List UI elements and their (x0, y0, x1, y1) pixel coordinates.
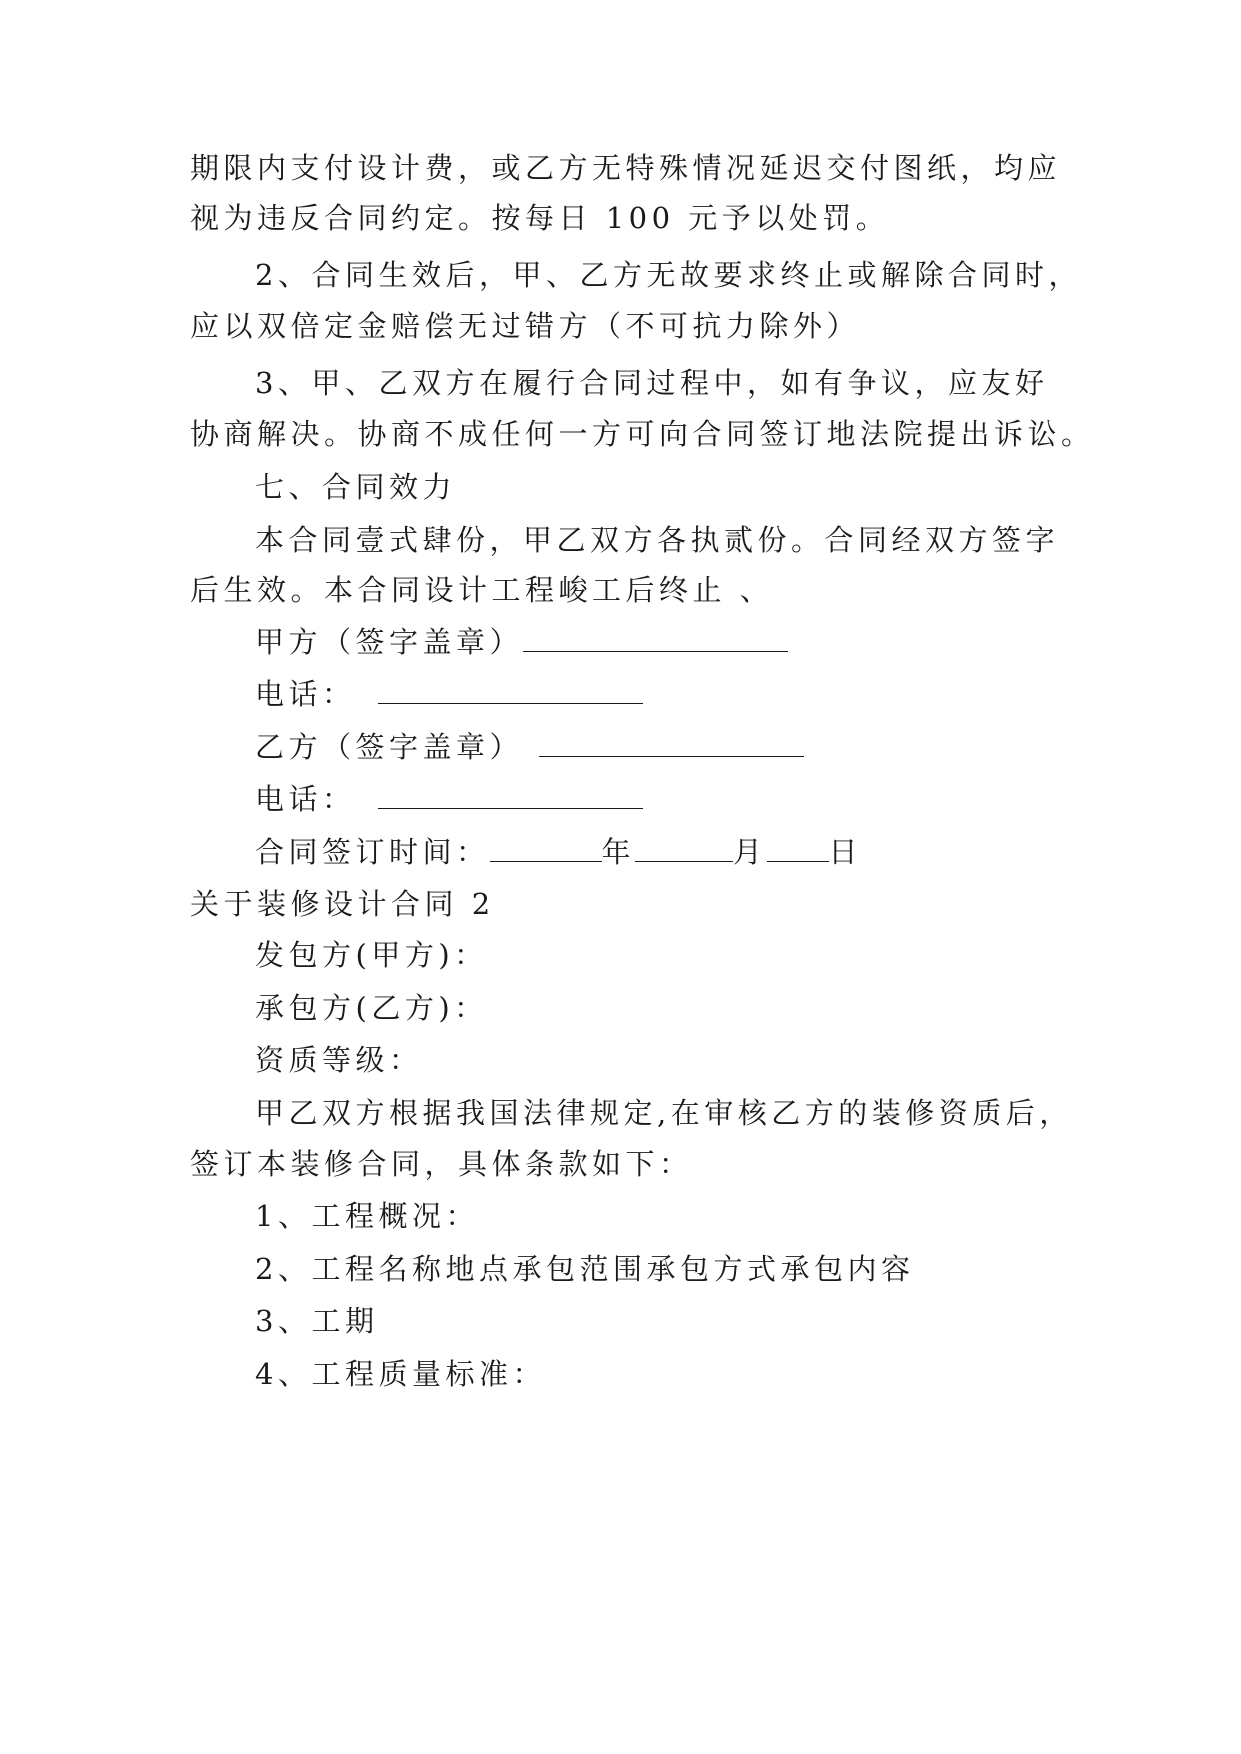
contractor-line: 承包方(乙方)： (255, 991, 488, 1025)
year-label: 年 (601, 835, 636, 869)
clause-2-line-2: 应以双倍定金赔偿无过错方（不可抗力除外） (190, 309, 861, 343)
item-3-line: 3、工期 (255, 1304, 379, 1338)
item-2-line: 2、工程名称地点承包范围承包方式承包内容 (255, 1252, 915, 1286)
qualification-line: 资质等级： (255, 1043, 423, 1077)
effect-line-2: 后生效。本合同设计工程峻工后终止 、 (190, 573, 774, 607)
intro-line-1: 甲乙双方根据我国法律规定,在审核乙方的装修资质后， (255, 1096, 1073, 1130)
month-label: 月 (733, 835, 767, 869)
clause-3-line-2: 协商解决。协商不成任何一方可向合同签订地法院提出诉讼。 (190, 417, 1095, 451)
phone-label: 电话： (255, 782, 356, 816)
signing-date-row (255, 832, 1060, 872)
employer-line: 发包方(甲方)： (255, 938, 488, 972)
paragraph-line-2: 视为违反合同约定。按每日 100 元予以处罚。 (190, 201, 890, 235)
party-a-signature-blank (523, 629, 788, 652)
party-a-phone-blank (378, 681, 643, 704)
party-b-label: 乙方（签字盖章） (255, 730, 524, 764)
effect-line-1: 本合同壹式肆份，甲乙双方各执贰份。合同经双方签字 (255, 523, 1060, 557)
month-blank (635, 839, 733, 862)
party-a-label: 甲方（签字盖章） (255, 625, 524, 659)
party-b-signature-row (255, 727, 1060, 767)
party-a-phone-row (255, 674, 1060, 714)
clause-2-line-1: 2、合同生效后，甲、乙方无故要求终止或解除合同时， (255, 258, 1082, 292)
year-blank (490, 839, 602, 862)
clause-3-line-1: 3、甲、乙双方在履行合同过程中，如有争议，应友好 (255, 366, 1049, 400)
section-2-title: 关于装修设计合同 2 (190, 887, 495, 921)
section-heading-contract-effect: 七、合同效力 (255, 470, 457, 504)
paragraph-line-1: 期限内支付设计费，或乙方无特殊情况延迟交付图纸，均应 (190, 151, 1062, 185)
day-label: 日 (828, 835, 863, 869)
party-a-signature-row (255, 622, 1060, 662)
party-b-signature-blank (539, 734, 804, 757)
intro-line-2: 签订本装修合同，具体条款如下： (190, 1147, 693, 1181)
party-b-phone-blank (378, 786, 643, 809)
item-4-line: 4、工程质量标准： (255, 1357, 546, 1391)
day-blank (767, 839, 829, 862)
date-label: 合同签订时间： (255, 835, 490, 869)
item-1-line: 1、工程概况： (255, 1199, 479, 1233)
phone-label: 电话： (255, 677, 356, 711)
party-b-phone-row (255, 779, 1060, 819)
